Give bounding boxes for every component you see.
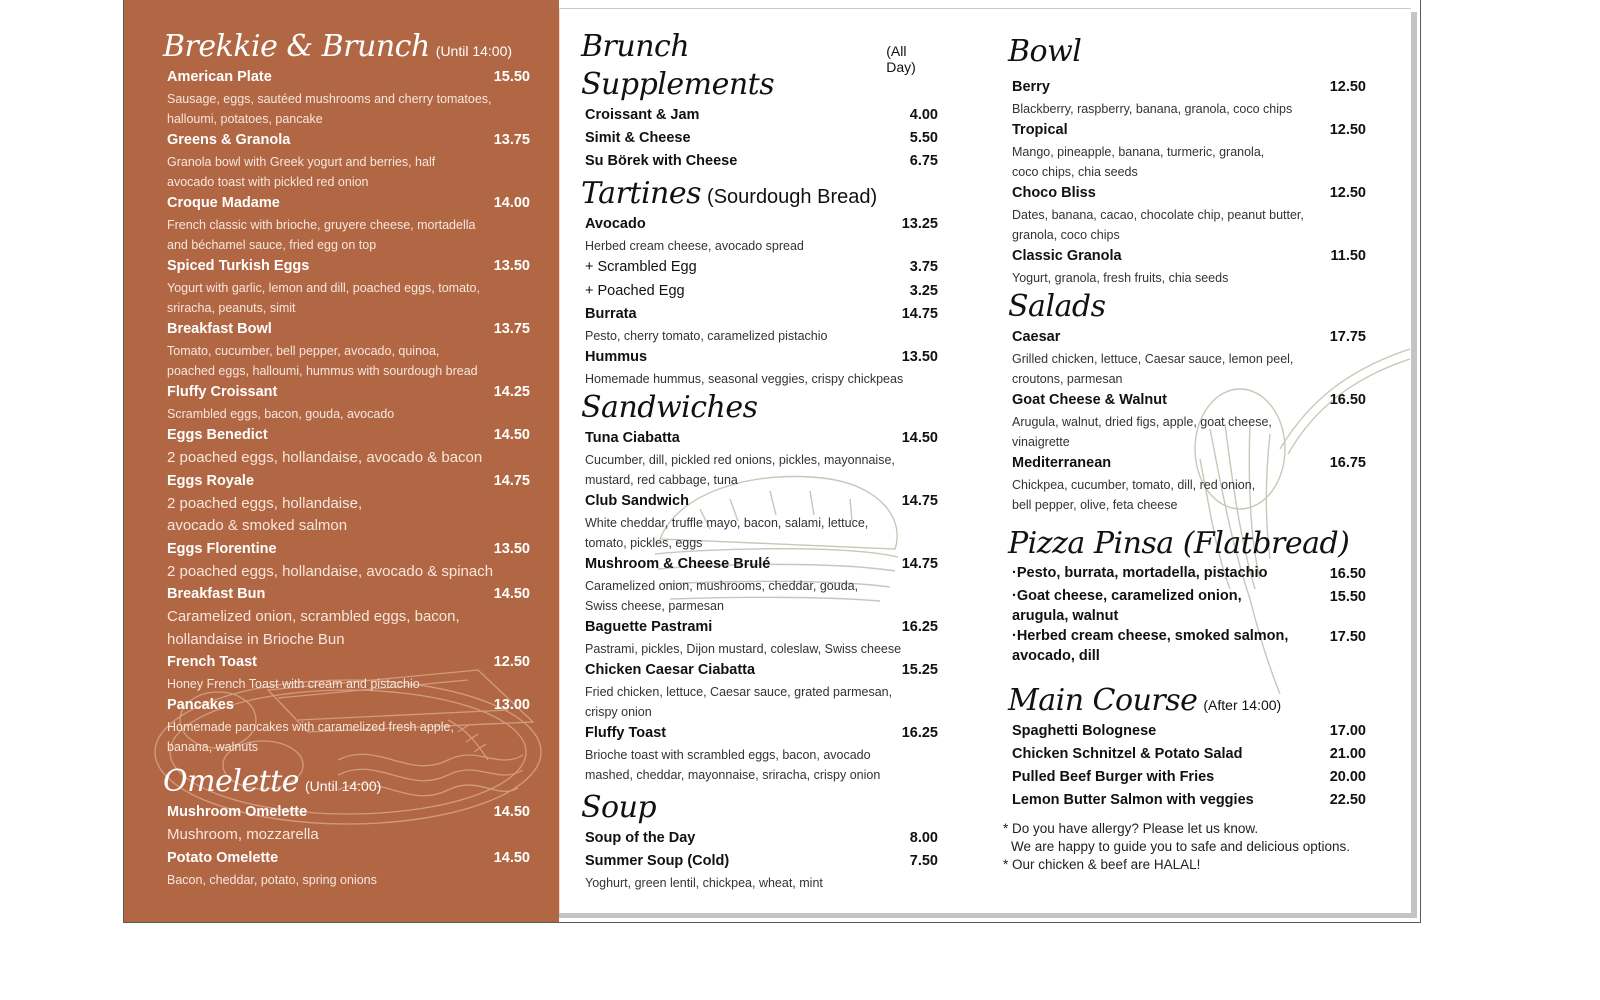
menu-item — [167, 381, 530, 424]
item-name: Hummus — [585, 349, 648, 365]
menu-item — [585, 827, 938, 850]
section-heading: Bowl — [1008, 34, 1082, 69]
menu-item — [1012, 245, 1366, 288]
item-price: 14.25 — [493, 384, 530, 400]
item-price: 17.75 — [1329, 329, 1366, 345]
item-price: 4.00 — [909, 107, 938, 123]
item-description: poached eggs, halloumi, hummus with sourdough bread — [167, 364, 478, 378]
section-heading: Brekkie & Brunch — [163, 29, 430, 64]
menu-item — [1012, 326, 1366, 389]
menu-item — [585, 303, 938, 346]
item-price: 13.75 — [493, 321, 530, 337]
addon-price: 3.75 — [909, 259, 938, 275]
item-description: Sausage, eggs, sautéed mushrooms and cherry tomatoes, — [167, 92, 492, 106]
item-price: 16.25 — [901, 725, 938, 741]
item-name: Tropical — [1012, 122, 1068, 138]
item-description: Grilled chicken, lettuce, Caesar sauce, lemon peel, — [1012, 352, 1294, 366]
menu-item — [1012, 76, 1366, 119]
addon-price: 3.25 — [909, 282, 938, 299]
note-line: * Our chicken & beef are HALAL! — [1003, 857, 1201, 872]
item-name: Fluffy Croissant — [167, 384, 278, 400]
item-description: crispy onion — [585, 705, 652, 719]
item-description: and béchamel sauce, fried egg on top — [167, 238, 377, 252]
menu-item — [585, 616, 938, 659]
item-name: Breakfast Bun — [167, 586, 266, 602]
menu-item — [1012, 119, 1366, 182]
item-name — [1012, 586, 1282, 626]
item-description: Mango, pineapple, banana, turmeric, granola, — [1012, 145, 1265, 159]
menu-item — [1012, 182, 1366, 245]
menu-item — [585, 150, 938, 173]
menu-item — [167, 424, 530, 470]
item-price: 15.50 — [1329, 589, 1366, 605]
item-name: Pancakes — [167, 697, 234, 713]
section-title-salads — [1008, 288, 1366, 326]
item-name: Spiced Turkish Eggs — [167, 258, 310, 274]
item-description: Tomato, cucumber, bell pepper, avocado, quinoa, — [167, 344, 440, 358]
item-name: Baguette Pastrami — [585, 619, 713, 635]
item-name: Mushroom & Cheese Brulé — [585, 556, 771, 572]
item-description: Brioche toast with scrambled eggs, bacon, avocado — [585, 748, 871, 762]
item-description: Herbed cream cheese, avocado spread — [585, 239, 804, 253]
item-description: coco chips, chia seeds — [1012, 165, 1138, 179]
item-name: Soup of the Day — [585, 830, 696, 846]
item-price: 16.25 — [901, 619, 938, 635]
item-name: Mediterranean — [1012, 455, 1112, 471]
item-price: 15.25 — [901, 662, 938, 678]
item-description: vinaigrette — [1012, 435, 1070, 449]
item-name: Fluffy Toast — [585, 725, 667, 741]
item-price: 16.75 — [1329, 455, 1366, 471]
section-heading: Main Course — [1008, 683, 1198, 718]
item-name: Lemon Butter Salmon with veggies — [1012, 792, 1254, 808]
item-name: Chicken Schnitzel & Potato Salad — [1012, 746, 1243, 762]
menu-item — [585, 104, 938, 127]
item-description: hollandaise in Brioche Bun — [167, 630, 345, 648]
item-price: 11.50 — [1330, 248, 1366, 264]
item-name: Chicken Caesar Ciabatta — [585, 662, 756, 678]
item-price: 14.75 — [901, 556, 938, 572]
item-name: Club Sandwich — [585, 493, 689, 509]
menu-item — [167, 694, 530, 757]
menu-item — [585, 213, 938, 256]
menu-item — [585, 346, 938, 389]
item-name: French Toast — [167, 654, 257, 670]
item-description: Arugula, walnut, dried figs, apple, goat cheese, — [1012, 415, 1272, 429]
item-price: 14.50 — [493, 849, 530, 866]
menu-item — [1012, 452, 1366, 515]
item-description: avocado & smoked salmon — [167, 517, 348, 534]
item-name: Greens & Granola — [167, 132, 291, 148]
item-description: croutons, parmesan — [1012, 372, 1123, 386]
column-right — [1003, 28, 1366, 874]
menu-item — [167, 318, 530, 381]
menu-item — [585, 722, 938, 785]
item-name: Croque Madame — [167, 195, 280, 211]
item-price: 15.50 — [493, 69, 530, 85]
item-price: 14.75 — [901, 306, 938, 322]
section-heading: Sandwiches — [581, 390, 758, 425]
section-heading: Pizza Pinsa (Flatbread) — [1008, 526, 1350, 561]
item-name-line: ·Herbed cream cheese, smoked salmon, — [1012, 628, 1289, 644]
item-description: mashed, cheddar, mayonnaise, sriracha, crispy onion — [585, 768, 881, 782]
item-description: Mushroom, mozzarella — [167, 826, 319, 843]
menu-item — [1012, 766, 1366, 789]
item-price: 8.00 — [909, 830, 938, 846]
item-description: Homemade hummus, seasonal veggies, crispy chickpeas — [585, 372, 904, 386]
item-description: Pesto, cherry tomato, caramelized pistachio — [585, 329, 828, 343]
item-description: halloumi, potatoes, pancake — [167, 112, 323, 126]
item-description: French classic with brioche, gruyere cheese, mortadella — [167, 218, 476, 232]
menu-item — [1012, 720, 1366, 743]
menu-item — [167, 801, 530, 847]
menu-item — [1012, 743, 1366, 766]
menu-item — [167, 847, 530, 890]
item-price: 16.50 — [1329, 392, 1366, 408]
item-description: Granola bowl with Greek yogurt and berries, half — [167, 155, 436, 169]
item-name: Breakfast Bowl — [167, 321, 272, 337]
item-name: Caesar — [1012, 329, 1061, 345]
item-description: Pastrami, pickles, Dijon mustard, coleslaw, Swiss cheese — [585, 642, 902, 656]
item-description: Yoghurt, green lentil, chickpea, wheat, mint — [585, 876, 823, 890]
item-description: granola, coco chips — [1012, 228, 1120, 242]
item-name: Su Börek with Cheese — [585, 153, 738, 169]
item-price: 14.75 — [901, 493, 938, 509]
item-price: 13.25 — [901, 216, 938, 232]
item-description: banana, walnuts — [167, 740, 259, 754]
item-description: Yogurt with garlic, lemon and dill, poached eggs, tomato, — [167, 281, 480, 295]
addon-item — [585, 280, 938, 304]
menu-item — [585, 553, 938, 616]
item-name: Tuna Ciabatta — [585, 430, 680, 446]
menu-item — [167, 651, 530, 694]
item-name: Croissant & Jam — [585, 107, 700, 123]
item-description: Homemade pancakes with caramelized fresh apple, — [167, 720, 454, 734]
allergy-notes — [1003, 820, 1366, 874]
section-title-brekkie — [163, 28, 530, 66]
item-price: 13.50 — [493, 258, 530, 274]
item-description: bell pepper, olive, feta cheese — [1012, 498, 1178, 512]
menu-item — [167, 583, 530, 651]
item-price: 14.50 — [493, 427, 530, 443]
item-name: Pulled Beef Burger with Fries — [1012, 769, 1215, 785]
item-name-line: ·Pesto, burrata, mortadella, pistachio — [1012, 565, 1268, 581]
menu-item — [167, 192, 530, 255]
section-heading: Tartines — [581, 176, 702, 211]
item-description: Fried chicken, lettuce, Caesar sauce, grated parmesan, — [585, 685, 893, 699]
item-name: Choco Bliss — [1012, 185, 1096, 201]
item-description: White cheddar, truffle mayo, bacon, salami, lettuce, — [585, 516, 869, 530]
item-description: 2 poached eggs, hollandaise, avocado & bacon — [167, 449, 483, 466]
item-description: Caramelized onion, mushrooms, cheddar, gouda, — [585, 579, 859, 593]
addon-item — [585, 256, 938, 280]
menu-item — [585, 850, 938, 893]
item-description: Bacon, cheddar, potato, spring onions — [167, 872, 377, 887]
item-price: 13.00 — [493, 697, 530, 713]
item-name: Potato Omelette — [167, 849, 279, 866]
item-name-line: avocado, dill — [1012, 648, 1100, 664]
item-description: 2 poached eggs, hollandaise, — [167, 494, 363, 512]
item-price: 14.50 — [901, 430, 938, 446]
item-name: Mushroom Omelette — [167, 804, 308, 820]
column-middle — [581, 28, 938, 893]
menu-item — [167, 129, 530, 192]
section-title-main — [1008, 682, 1366, 720]
menu-item — [585, 659, 938, 722]
section-note: (Until 14:00) — [305, 778, 382, 794]
item-price: 13.75 — [493, 132, 530, 148]
menu-item — [167, 470, 530, 538]
item-price: 14.50 — [493, 804, 530, 820]
item-description: mustard, red cabbage, tuna — [585, 473, 738, 487]
item-price: 13.50 — [493, 540, 530, 557]
menu-item — [167, 255, 530, 318]
page-shadow-bottom — [559, 913, 1417, 918]
item-price: 5.50 — [909, 130, 938, 146]
item-price: 12.50 — [1329, 185, 1366, 201]
item-description: Dates, banana, cacao, chocolate chip, peanut butter, — [1012, 208, 1304, 222]
section-heading: Brunch Supplements — [581, 29, 775, 102]
item-price: 16.50 — [1329, 566, 1366, 582]
item-price: 22.50 — [1329, 792, 1366, 808]
item-description: Scrambled eggs, bacon, gouda, avocado — [167, 407, 395, 421]
item-name — [1012, 626, 1328, 666]
section-title-soup — [581, 789, 938, 827]
section-title-omelette — [163, 763, 530, 801]
item-price: 20.00 — [1329, 769, 1366, 785]
section-note: (Sourdough Bread) — [707, 186, 878, 208]
addon-name: + Scrambled Egg — [585, 259, 697, 275]
item-price: 13.50 — [901, 349, 938, 365]
menu-item — [585, 490, 938, 553]
section-heading: Salads — [1008, 289, 1106, 324]
item-name: Berry — [1012, 79, 1050, 95]
menu-item — [1012, 789, 1366, 812]
item-name: Eggs Royale — [167, 472, 255, 489]
item-name-line: ·Goat cheese, caramelized onion, — [1012, 588, 1242, 604]
section-heading: Soup — [581, 790, 657, 825]
menu-item — [1012, 563, 1366, 586]
note-line: * Do you have allergy? Please let us know. — [1003, 821, 1259, 836]
item-name: Eggs Florentine — [167, 540, 277, 557]
item-description: Swiss cheese, parmesan — [585, 599, 724, 613]
note-line: We are happy to guide you to safe and delicious options. — [1011, 839, 1350, 854]
item-price: 12.50 — [1329, 122, 1366, 138]
column-brekkie — [163, 28, 530, 890]
item-name: Avocado — [585, 216, 646, 232]
item-description: Yogurt, granola, fresh fruits, chia seeds — [1012, 271, 1229, 285]
section-title-tartines — [581, 175, 938, 213]
menu-item — [585, 427, 938, 490]
item-name — [1012, 563, 1307, 583]
section-title-sandwiches — [581, 389, 938, 427]
section-note: (All Day) — [886, 43, 916, 75]
item-description: 2 poached eggs, hollandaise, avocado & spinach — [167, 562, 494, 580]
section-title-bowl — [1008, 28, 1366, 76]
section-title-pizza — [1008, 525, 1366, 563]
item-description: Caramelized onion, scrambled eggs, bacon, — [167, 608, 460, 625]
item-description: avocado toast with pickled red onion — [167, 175, 369, 189]
item-price: 14.50 — [493, 586, 530, 602]
item-description: sriracha, peanuts, simit — [167, 301, 296, 315]
section-note: (Until 14:00) — [435, 43, 513, 59]
item-name: Simit & Cheese — [585, 130, 691, 146]
section-title-supplements — [581, 28, 938, 104]
menu-item — [1012, 586, 1366, 626]
item-price: 12.50 — [493, 654, 530, 670]
item-description: Chickpea, cucumber, tomato, dill, red onion, — [1012, 478, 1256, 492]
item-price: 14.00 — [493, 195, 530, 211]
item-name: Goat Cheese & Walnut — [1012, 392, 1167, 408]
item-price: 14.75 — [493, 472, 530, 489]
menu-item — [1012, 626, 1366, 666]
addon-name: + Poached Egg — [585, 282, 685, 299]
item-description: Honey French Toast with cream and pistachio — [167, 677, 420, 691]
item-price: 21.00 — [1329, 746, 1366, 762]
item-name: American Plate — [167, 69, 272, 85]
item-name: Burrata — [585, 306, 637, 322]
item-name: Spaghetti Bolognese — [1012, 723, 1157, 739]
item-price: 12.50 — [1329, 79, 1366, 95]
item-price: 6.75 — [909, 153, 938, 169]
item-name: Summer Soup (Cold) — [585, 853, 730, 869]
menu-item — [167, 66, 530, 129]
item-name-line: arugula, walnut — [1012, 608, 1119, 624]
section-heading: Omelette — [163, 764, 300, 799]
section-note: (After 14:00) — [1203, 697, 1282, 713]
item-description: Blackberry, raspberry, banana, granola, coco chips — [1012, 102, 1293, 116]
item-price: 7.50 — [909, 853, 938, 869]
item-price: 17.00 — [1329, 723, 1366, 739]
item-price: 17.50 — [1329, 629, 1366, 645]
menu-item — [167, 538, 530, 584]
menu-item — [1012, 389, 1366, 452]
item-description: Cucumber, dill, pickled red onions, pickles, mayonnaise, — [585, 453, 895, 467]
menu-item — [585, 127, 938, 150]
item-description: tomato, pickles, eggs — [585, 536, 703, 550]
page-shadow-right — [1411, 12, 1417, 918]
item-name: Eggs Benedict — [167, 427, 268, 443]
item-name: Classic Granola — [1012, 248, 1122, 264]
